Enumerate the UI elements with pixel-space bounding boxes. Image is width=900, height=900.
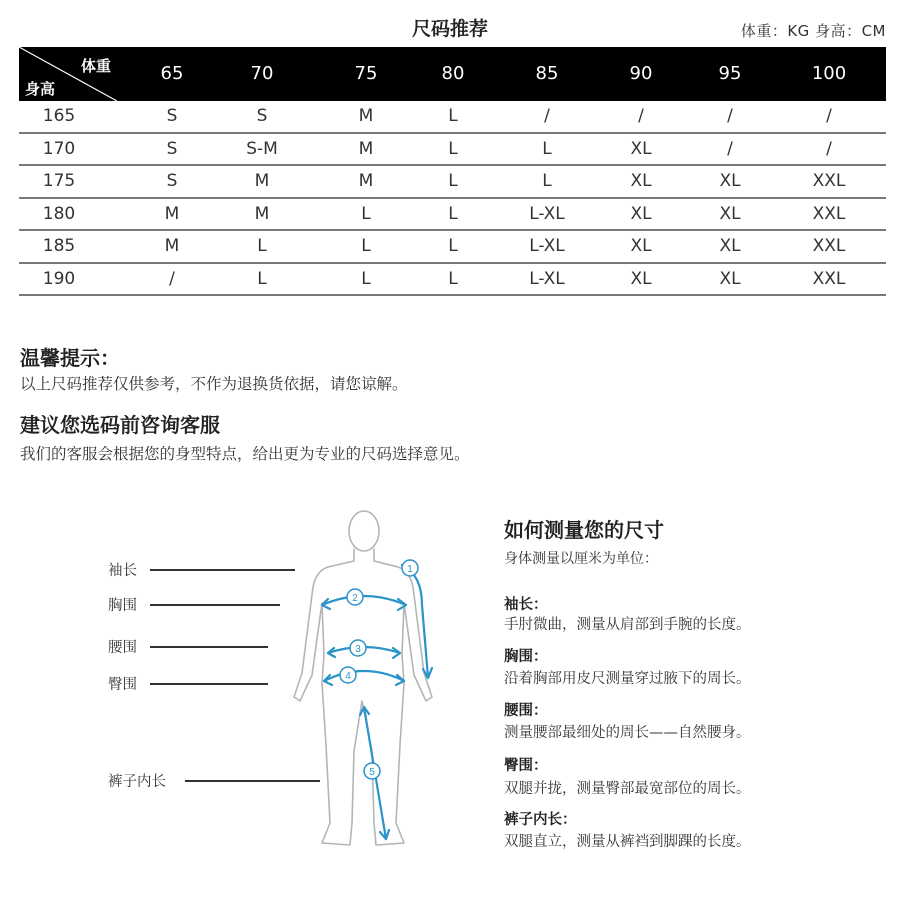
weight-header: 65: [160, 63, 184, 84]
size-cell: M: [254, 171, 270, 191]
label-waist: 腰围: [108, 640, 137, 656]
size-cell: XL: [719, 171, 741, 191]
leader-line: [150, 646, 268, 648]
body-outline-figure: [280, 505, 450, 855]
size-cell: M: [358, 138, 374, 159]
advice-text: 我们的客服会根据您的身型特点，给出更为专业的尺码选择意见。: [20, 445, 470, 463]
weight-header: 90: [629, 63, 653, 84]
notice-text: 以上尺码推荐仅供参考，不作为退换货依据，请您谅解。: [20, 375, 408, 393]
size-cell: L: [448, 138, 458, 159]
size-cell: XXL: [812, 203, 846, 224]
size-cell: XL: [630, 203, 652, 224]
table-row: [19, 134, 886, 167]
height-cell: 185: [42, 236, 76, 256]
page-title: 尺码推荐: [411, 18, 488, 40]
size-cell: L: [542, 171, 552, 191]
size-cell: /: [638, 106, 644, 126]
size-cell: S: [256, 106, 268, 126]
measure-item-text: 双腿直立，测量从裤裆到脚踝的长度。: [504, 834, 751, 850]
size-cell: XXL: [812, 268, 846, 289]
size-cell: /: [727, 138, 733, 159]
size-cell: L: [448, 106, 458, 126]
size-cell: /: [544, 106, 550, 126]
size-cell: XL: [630, 236, 652, 256]
notice-title: 温馨提示：: [20, 346, 120, 370]
measure-item-title: 袖长：: [504, 597, 548, 613]
size-cell: L: [361, 203, 371, 224]
measure-item-title: 胸围：: [504, 649, 548, 665]
size-cell: M: [164, 236, 180, 256]
measure-item-title: 腰围：: [504, 703, 548, 719]
weight-header: 95: [718, 63, 742, 84]
weight-header: 80: [441, 63, 465, 84]
size-cell: L-XL: [529, 236, 565, 256]
how-subtitle: 身体测量以厘米为单位：: [504, 551, 658, 567]
size-cell: L-XL: [529, 203, 565, 224]
height-cell: 165: [42, 106, 76, 126]
height-cell: 175: [42, 171, 76, 191]
units-note: 体重：KG 身高：CM: [740, 22, 886, 40]
height-cell: 190: [42, 268, 76, 289]
size-cell: L: [448, 268, 458, 289]
label-hip: 臀围: [108, 677, 137, 693]
height-cell: 180: [42, 203, 76, 224]
size-cell: L: [448, 203, 458, 224]
marker-4-label: 4: [345, 671, 351, 682]
table-header: [19, 47, 886, 101]
size-cell: L: [361, 236, 371, 256]
size-cell: XL: [630, 268, 652, 289]
leader-line: [150, 569, 295, 571]
table-corner: [19, 47, 117, 101]
size-cell: L: [542, 138, 552, 159]
advice-title: 建议您选码前咨询客服: [20, 413, 220, 437]
measure-item-text: 沿着胸部用皮尺测量穿过腋下的周长。: [504, 671, 751, 687]
table-row: [19, 199, 886, 232]
how-title: 如何测量您的尺寸: [504, 518, 664, 542]
marker-1-label: 1: [407, 564, 413, 575]
size-cell: S-M: [246, 138, 278, 159]
size-cell: L: [257, 236, 267, 256]
table-row: [19, 101, 886, 134]
size-cell: XXL: [812, 171, 846, 191]
size-cell: XL: [630, 138, 652, 159]
size-cell: XL: [719, 236, 741, 256]
size-cell: XL: [719, 203, 741, 224]
size-cell: /: [826, 106, 832, 126]
measure-item-title: 裤子内长：: [504, 812, 577, 828]
size-cell: L: [257, 268, 267, 289]
size-cell: M: [358, 106, 374, 126]
size-table: [19, 47, 886, 296]
size-cell: M: [254, 203, 270, 224]
size-cell: XL: [630, 171, 652, 191]
size-cell: /: [169, 268, 175, 289]
measure-item-text: 测量腰部最细处的周长——自然腰身。: [504, 725, 751, 741]
label-chest: 胸围: [108, 598, 137, 614]
size-cell: /: [826, 138, 832, 159]
table-row: [19, 264, 886, 297]
weight-header: 70: [250, 63, 274, 84]
label-sleeve: 袖长: [108, 563, 137, 579]
marker-2-label: 2: [352, 593, 358, 604]
size-cell: M: [358, 171, 374, 191]
size-cell: M: [164, 203, 180, 224]
leader-line: [150, 683, 268, 685]
size-cell: XL: [719, 268, 741, 289]
corner-weight-label: 体重: [81, 57, 112, 75]
measure-item-title: 臀围：: [504, 758, 548, 774]
leader-line: [150, 604, 280, 606]
size-cell: L: [361, 268, 371, 289]
marker-3-label: 3: [355, 644, 361, 655]
size-cell: S: [166, 171, 178, 191]
label-inseam: 裤子内长: [108, 774, 166, 790]
measure-item-text: 手肘微曲，测量从肩部到手腕的长度。: [504, 617, 751, 633]
height-cell: 170: [42, 138, 76, 159]
size-cell: L: [448, 171, 458, 191]
size-cell: L: [448, 236, 458, 256]
table-row: [19, 166, 886, 199]
size-cell: L-XL: [529, 268, 565, 289]
marker-5-label: 5: [369, 767, 375, 778]
measure-item-text: 双腿并拢，测量臀部最宽部位的周长。: [504, 781, 751, 797]
corner-height-label: 身高: [25, 80, 56, 98]
size-cell: S: [166, 106, 178, 126]
weight-header: 75: [354, 63, 378, 84]
size-cell: XXL: [812, 236, 846, 256]
weight-header: 100: [811, 63, 847, 84]
size-cell: S: [166, 138, 178, 159]
size-cell: /: [727, 106, 733, 126]
weight-header: 85: [535, 63, 559, 84]
table-row: [19, 231, 886, 264]
